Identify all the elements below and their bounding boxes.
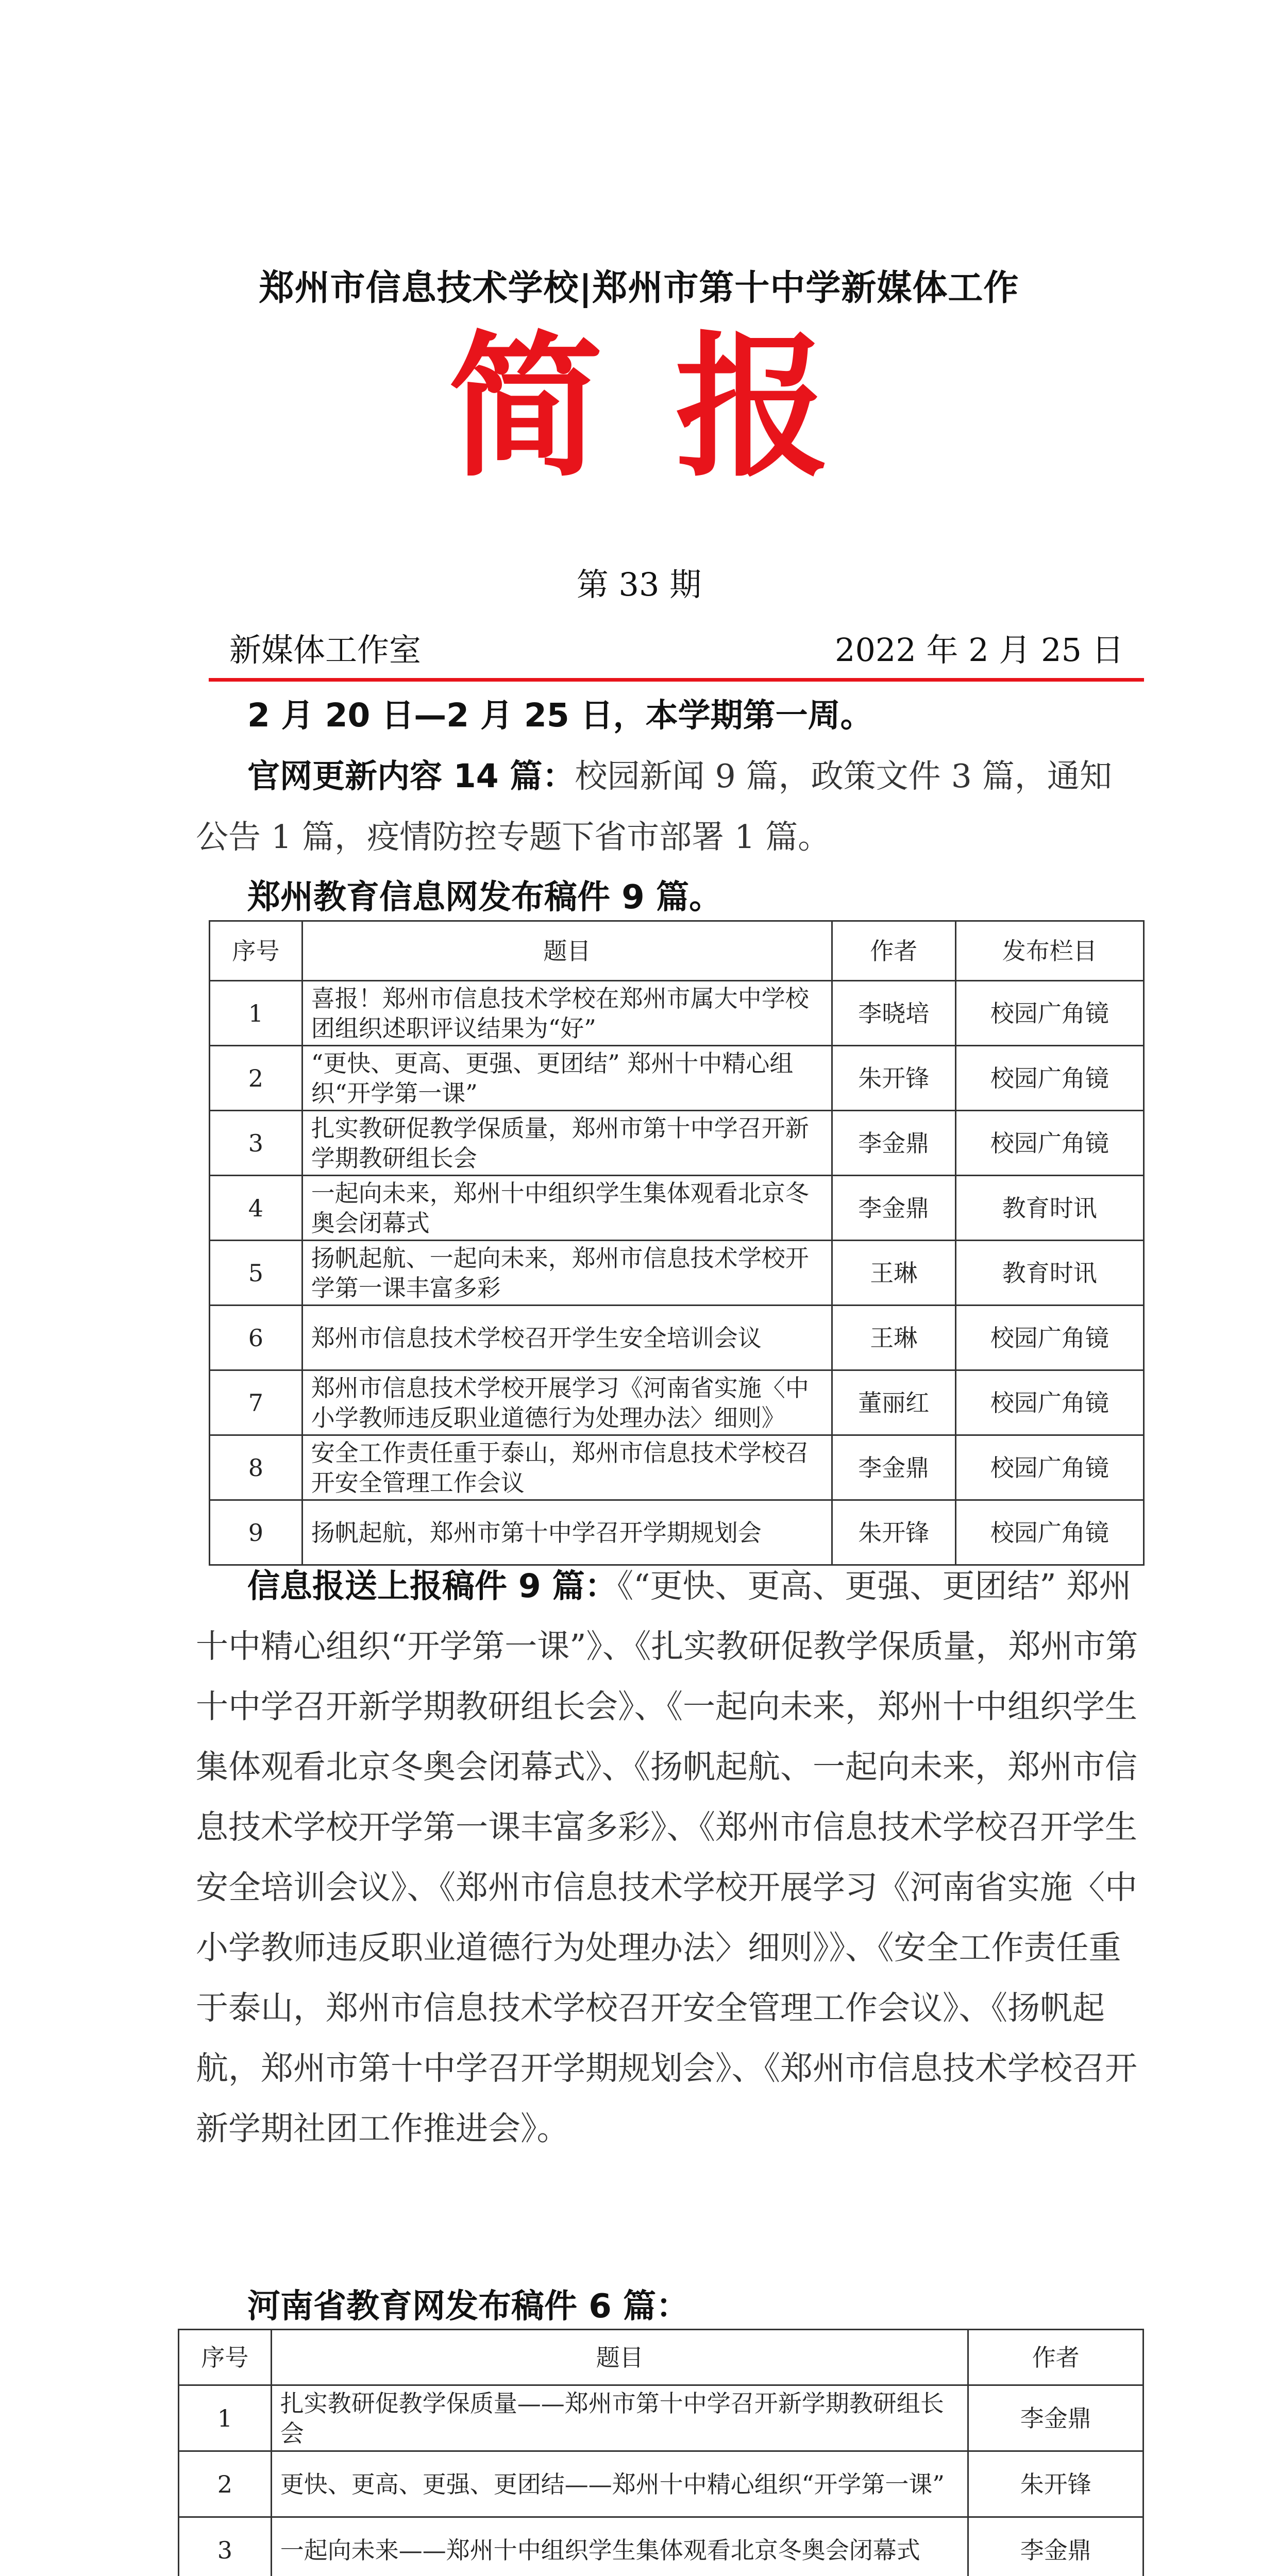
newsletter-title: 简报	[448, 316, 902, 498]
zz-table-cell-1: 喜报！郑州市信息技术学校在郑州市属大中学校团组织述职评议结果为“好”	[302, 981, 832, 1046]
zz-table-cell-3: 校园广角镜	[955, 1435, 1144, 1500]
zz-table-row	[210, 1241, 1144, 1306]
henan-table-cell-2: 李金鼎	[968, 2385, 1144, 2451]
zz-table-cell-1: “更快、更高、更强、更团结” 郑州十中精心组织“开学第一课”	[302, 1046, 832, 1111]
henan-table-cell-1: 扎实教研促教学保质量——郑州市第十中学召开新学期教研组长会	[271, 2385, 968, 2451]
zz-table-cell-3: 教育时讯	[955, 1241, 1144, 1306]
zz-table-cell-0: 5	[210, 1241, 302, 1306]
zz-table-cell-3: 校园广角镜	[955, 1306, 1144, 1370]
henan-table-cell-1: 更快、更高、更强、更团结——郑州十中精心组织“开学第一课”	[271, 2451, 968, 2517]
henan-table	[178, 2329, 1144, 2576]
zz-col-title: 题目	[302, 921, 832, 981]
official-site-label: 官网更新内容 14 篇：	[247, 757, 575, 795]
zz-table-row	[210, 1176, 1144, 1241]
zz-table-row	[210, 1435, 1144, 1500]
zz-table-cell-0: 2	[210, 1046, 302, 1111]
henan-table-row	[179, 2385, 1144, 2451]
info-report-label: 信息报送上报稿件 9 篇：	[247, 1567, 617, 1605]
zz-table-cell-2: 李金鼎	[832, 1111, 955, 1176]
henan-col-index: 序号	[179, 2330, 272, 2385]
henan-table-cell-0: 2	[179, 2451, 272, 2517]
header-divider	[209, 678, 1144, 682]
zz-table-cell-0: 3	[210, 1111, 302, 1176]
henan-table-cell-0: 1	[179, 2385, 272, 2451]
official-site-text: 校园新闻 9 篇，政策文件 3 篇，通知公告 1 篇，疫情防控专题下省市部署 1 篇。	[196, 757, 1112, 856]
zz-table-row	[210, 981, 1144, 1046]
office-name: 新媒体工作室	[229, 631, 422, 669]
zz-table-cell-3: 校园广角镜	[955, 1500, 1144, 1565]
zz-table-cell-3: 校园广角镜	[955, 1111, 1144, 1176]
zz-table-cell-0: 4	[210, 1176, 302, 1241]
zz-table-cell-2: 朱开锋	[832, 1046, 955, 1111]
info-report-paragraph	[196, 1556, 1144, 2159]
zz-col-index: 序号	[210, 921, 302, 981]
zz-table-cell-3: 教育时讯	[955, 1176, 1144, 1241]
week-line	[247, 685, 1144, 746]
henan-table-row	[179, 2451, 1144, 2517]
henan-section-heading: 河南省教育网发布稿件 6 篇：	[247, 2287, 690, 2326]
zz-table-row	[210, 1370, 1144, 1435]
zz-table-cell-1: 扬帆起航，郑州市第十中学召开学期规划会	[302, 1500, 832, 1565]
zz-table-cell-1: 一起向未来，郑州十中组织学生集体观看北京冬奥会闭幕式	[302, 1176, 832, 1241]
henan-table-cell-2: 朱开锋	[968, 2451, 1144, 2517]
zz-table-cell-2: 王琳	[832, 1241, 955, 1306]
zz-table-cell-0: 7	[210, 1370, 302, 1435]
henan-col-author: 作者	[968, 2330, 1144, 2385]
official-site-paragraph	[196, 746, 1144, 868]
zz-table-cell-2: 王琳	[832, 1306, 955, 1370]
zz-col-author: 作者	[832, 921, 955, 981]
issue-number: 第 33 期	[576, 566, 702, 603]
zz-table-cell-2: 董丽红	[832, 1370, 955, 1435]
week-text: 2 月 20 日—2 月 25 日，本学期第一周。	[247, 697, 873, 734]
zz-table-row	[210, 1046, 1144, 1111]
zz-table-row	[210, 1306, 1144, 1370]
zz-col-column: 发布栏目	[955, 921, 1144, 981]
zz-table-cell-0: 8	[210, 1435, 302, 1500]
zz-table-cell-1: 郑州市信息技术学校召开学生安全培训会议	[302, 1306, 832, 1370]
henan-col-title: 题目	[271, 2330, 968, 2385]
zz-table-cell-2: 李晓培	[832, 981, 955, 1046]
zz-table-row	[210, 1111, 1144, 1176]
org-line: 郑州市信息技术学校|郑州市第十中学新媒体工作	[259, 268, 1019, 309]
zz-table-cell-3: 校园广角镜	[955, 1370, 1144, 1435]
henan-table-cell-1: 一起向未来——郑州十中组织学生集体观看北京冬奥会闭幕式	[271, 2517, 968, 2576]
zz-table-cell-2: 李金鼎	[832, 1435, 955, 1500]
zz-table-row	[210, 1500, 1144, 1565]
zz-table-cell-0: 1	[210, 981, 302, 1046]
henan-table-row	[179, 2517, 1144, 2576]
zz-table	[209, 920, 1145, 1566]
info-report-text: 《“更快、更高、更强、更团结” 郑州十中精心组织“开学第一课”》、《扎实教研促教学保质量，郑州市第十中学召开新学期教研组长会》、《一起向未来，郑州十中组织学生集体观看北京冬奥会闭幕式》、《扬帆起航、一起向未来，郑州市信息技术学校开学第一课丰富多彩》、《郑州市信息技术学校召开学生安全培训会议》、《郑州市信息技术学校开展学习《河南省实施〈中小学教师违反职业道德行为处理办法〉细则》》、《安全工作责任重于泰山，郑州市信息技术学校召开安全管理工作会议》、《扬帆起航，郑州市第十中学召开学期规划会》、《郑州市信息技术学校召开新学期社团工作推进会》。	[196, 1567, 1138, 2147]
zz-table-cell-1: 扬帆起航、一起向未来，郑州市信息技术学校开学第一课丰富多彩	[302, 1241, 832, 1306]
zz-table-cell-3: 校园广角镜	[955, 1046, 1144, 1111]
zz-table-cell-2: 李金鼎	[832, 1176, 955, 1241]
zz-table-cell-1: 扎实教研促教学保质量，郑州市第十中学召开新学期教研组长会	[302, 1111, 832, 1176]
zz-table-cell-0: 6	[210, 1306, 302, 1370]
zz-section-heading: 郑州教育信息网发布稿件 9 篇。	[247, 878, 722, 917]
henan-table-cell-2: 李金鼎	[968, 2517, 1144, 2576]
zz-table-cell-1: 安全工作责任重于泰山，郑州市信息技术学校召开安全管理工作会议	[302, 1435, 832, 1500]
zz-table-cell-2: 朱开锋	[832, 1500, 955, 1565]
zz-table-cell-0: 9	[210, 1500, 302, 1565]
zz-table-cell-3: 校园广角镜	[955, 981, 1144, 1046]
zz-table-cell-1: 郑州市信息技术学校开展学习《河南省实施〈中小学教师违反职业道德行为处理办法〉细则》	[302, 1370, 832, 1435]
henan-table-cell-0: 3	[179, 2517, 272, 2576]
issue-date: 2022 年 2 月 25 日	[835, 631, 1124, 669]
